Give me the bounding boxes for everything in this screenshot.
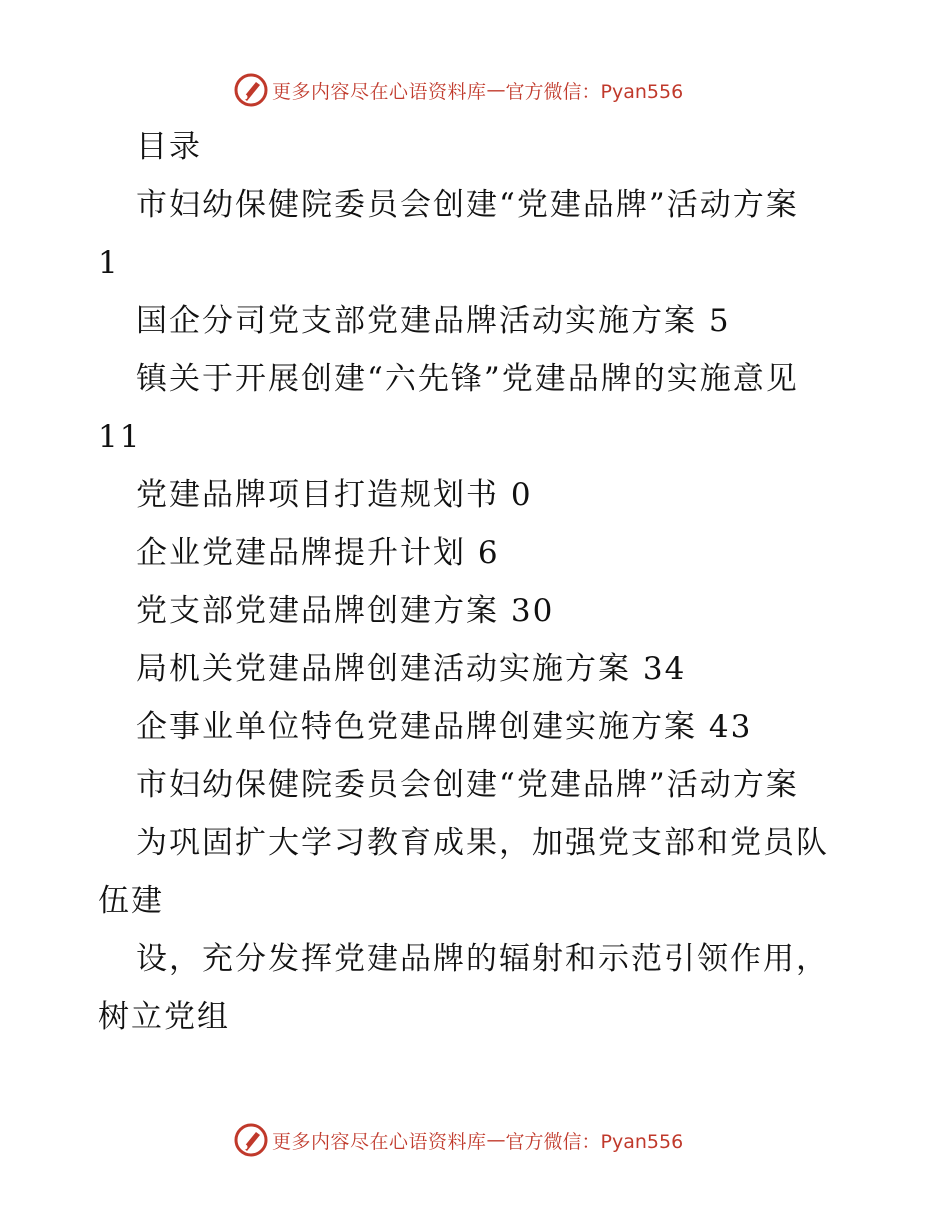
footer-banner xyxy=(234,1122,714,1158)
body-paragraph-line: 伍建 xyxy=(98,883,164,919)
toc-title: 目录 xyxy=(136,129,202,165)
toc-entry: 党支部党建品牌创建方案 30 xyxy=(136,593,555,629)
toc-page-number: 1 xyxy=(98,245,120,281)
body-paragraph-line: 树立党组 xyxy=(98,999,230,1035)
pen-logo-icon xyxy=(234,73,268,107)
pen-logo-icon xyxy=(234,1123,268,1157)
banner-text: 更多内容尽在心语资料库 xyxy=(272,1130,487,1153)
toc-entry: 企业党建品牌提升计划 6 xyxy=(136,535,500,571)
header-banner xyxy=(234,72,714,108)
toc-entry: 市妇幼保健院委员会创建“党建品牌”活动方案 xyxy=(136,187,799,223)
banner-wechat: 官方微信：Pyan556 xyxy=(505,80,684,103)
toc-page-number: 11 xyxy=(98,419,142,455)
toc-entry: 企事业单位特色党建品牌创建实施方案 43 xyxy=(136,709,753,745)
toc-entry: 局机关党建品牌创建活动实施方案 34 xyxy=(136,651,687,687)
toc-entry: 镇关于开展创建“六先锋”党建品牌的实施意见 xyxy=(136,361,799,397)
banner-separator: — xyxy=(486,79,506,101)
section-heading: 市妇幼保健院委员会创建“党建品牌”活动方案 xyxy=(136,767,799,803)
toc-entry: 党建品牌项目打造规划书 0 xyxy=(136,477,533,513)
toc-entry: 国企分司党支部党建品牌活动实施方案 5 xyxy=(136,303,731,339)
banner-separator: — xyxy=(486,1129,506,1151)
banner-wechat: 官方微信：Pyan556 xyxy=(505,1130,684,1153)
body-paragraph-line: 为巩固扩大学习教育成果，加强党支部和党员队 xyxy=(136,825,829,861)
body-paragraph-line: 设，充分发挥党建品牌的辐射和示范引领作用， xyxy=(136,941,829,977)
banner-text: 更多内容尽在心语资料库 xyxy=(272,80,487,103)
